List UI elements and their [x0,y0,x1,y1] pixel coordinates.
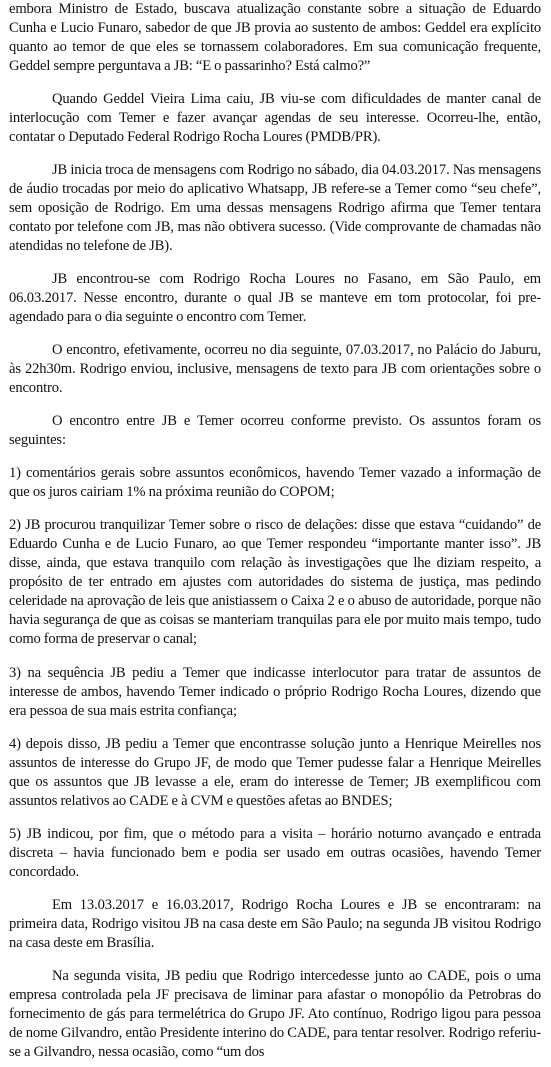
paragraph-cade-request: Na segunda visita, JB pediu que Rodrigo intercedesse junto ao CADE, pois o uma empresa controlada pela JF precisava de liminar para afastar o monopólio da Petrobras do fornecimento de gás para termelétrica do Grupo JF. Ato contínuo, Rodrigo ligou para pessoa de nome Gilvandro, então Presidente interino do CADE, para tentar resolver. Rodrigo referiu-se a Gilvandro, nessa ocasião, como “um dos [9,968,541,1061]
paragraph-whatsapp-messages: JB inicia troca de mensagens com Rodrigo no sábado, dia 04.03.2017. Nas mensagens de áudio trocadas por meio do aplicativo Whatsapp, JB refere-se a Temer como “seu chefe”, sem oposição de Rodrigo. Em uma dessas mensagens Rodrigo afirma que Temer tentara contato por telefone com JB, mas não obtivera sucesso. (Vide comprovante de chamadas não atendidas no telefone de JB). [9,162,541,255]
paragraph-geddel-fall: Quando Geddel Vieira Lima caiu, JB viu-se com dificuldades de manter canal de interlocução com Temer e fazer avançar agendas de seu interesse. Ocorreu-lhe, então, contatar o Deputado Federal Rodrigo Rocha Loures (PMDB/PR). [9,91,541,146]
paragraph-march-visits: Em 13.03.2017 e 16.03.2017, Rodrigo Rocha Loures e JB se encontraram: na primeira data, Rodrigo visitou JB na casa deste em São Paulo; na segunda JB visitou Rodrigo na casa deste em Brasília. [9,897,541,952]
paragraph-meeting-topics-intro: O encontro entre JB e Temer ocorreu conforme previsto. Os assuntos foram os seguintes: [9,413,541,449]
paragraph-geddel-concern: embora Ministro de Estado, buscava atualização constante sobre a situação de Eduardo Cunha e Lucio Funaro, sabedor de que JB provia ao sustento de ambos: Geddel era explícito quanto ao temor de que eles se tornassem colaboradores. Em sua comunicação frequente, Geddel sempre perguntava a JB: “E o passarinho? Está calmo?” [9,1,541,75]
list-item-topic-5: 5) JB indicou, por fim, que o método para a visita – horário noturno avançado e entrada discreta – havia funcionado bem e podia ser usado em outras ocasiões, havendo Temer concordado. [9,826,541,881]
list-item-topic-2: 2) JB procurou tranquilizar Temer sobre o risco de delações: disse que estava “cuidando” de Eduardo Cunha e de Lucio Funaro, ao que Temer respondeu “importante manter isso”. JB disse, ainda, que estava tranquilo com relação às investigações que lhe diziam respeito, a propósito de ter entrado em ajustes com autoridades do sistema de justiça, mas pedindo celeridade na aprovação de leis que anistiassem o Caixa 2 e o abuso de autoridade, porque não havia segurança de que as coisas se manteriam tranquilas para ele por muito mais tempo, tudo como forma de preservar o canal; [9,517,541,648]
list-item-topic-4: 4) depois disso, JB pediu a Temer que encontrasse solução junto a Henrique Meirelles nos assuntos de interesse do Grupo JF, de modo que Temer pudesse falar a Henrique Meirelles que os assuntos que JB levasse a ele, eram do interesse de Temer; JB exemplificou com assuntos relativos ao CADE e à CVM e questões afetas ao BNDES; [9,736,541,810]
paragraph-jaburu-meeting: O encontro, efetivamente, ocorreu no dia seguinte, 07.03.2017, no Palácio do Jaburu, às 22h30m. Rodrigo enviou, inclusive, mensagens de texto para JB com orientações sobre o encontro. [9,342,541,397]
paragraph-fasano-meeting: JB encontrou-se com Rodrigo Rocha Loures no Fasano, em São Paulo, em 06.03.2017. Nesse encontro, durante o qual JB se manteve em tom protocolar, foi pre-agendado para o dia seguinte o encontro com Temer. [9,271,541,326]
list-item-topic-3: 3) na sequência JB pediu a Temer que indicasse interlocutor para tratar de assuntos de interesse de ambos, havendo Temer indicado o próprio Rodrigo Rocha Loures, dizendo que era pessoa de sua mais estrita confiança; [9,665,541,720]
list-item-topic-1: 1) comentários gerais sobre assuntos econômicos, havendo Temer vazado a informação de que os juros cairiam 1% na próxima reunião do COPOM; [9,465,541,501]
